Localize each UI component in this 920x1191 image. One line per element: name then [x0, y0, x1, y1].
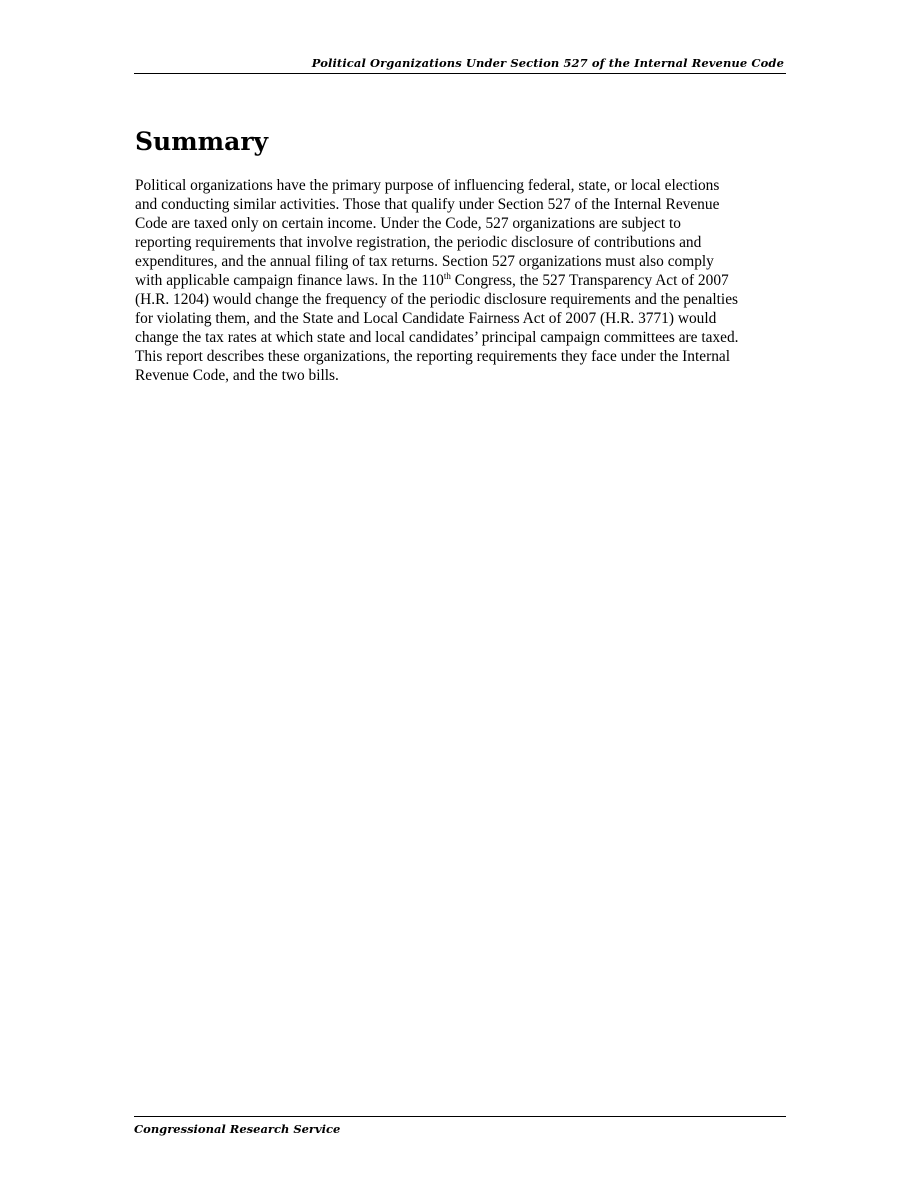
paragraph-line: Political organizations have the primary purpose of influencing federal, state, or local elections	[135, 177, 720, 194]
paragraph-line: reporting requirements that involve registration, the periodic disclosure of contributions and	[135, 234, 702, 251]
ordinal-superscript: th	[443, 271, 451, 281]
paragraph-line: This report describes these organizations, the reporting requirements they face under the Internal	[135, 348, 731, 365]
summary-paragraph	[135, 176, 791, 385]
paragraph-line: (H.R. 1204) would change the frequency of the periodic disclosure requirements and the penalties	[135, 291, 739, 308]
section-title: Summary	[135, 127, 269, 156]
paragraph-line: Revenue Code, and the two bills.	[135, 367, 339, 384]
paragraph-line: change the tax rates at which state and local candidates’ principal campaign committees are taxed.	[135, 329, 739, 346]
paragraph-line: and conducting similar activities. Those that qualify under Section 527 of the Internal Revenue	[135, 196, 720, 213]
paragraph-line: Code are taxed only on certain income. Under the Code, 527 organizations are subject to	[135, 215, 681, 232]
footer-publisher: Congressional Research Service	[134, 1122, 341, 1136]
running-header-title: Political Organizations Under Section 527 of the Internal Revenue Code	[311, 56, 784, 70]
running-header	[134, 55, 786, 74]
running-footer	[134, 1116, 786, 1137]
line-text-after: Congress, the 527 Transparency Act of 2007	[450, 272, 729, 289]
paragraph-line	[135, 271, 791, 290]
paragraph-line: for violating them, and the State and Local Candidate Fairness Act of 2007 (H.R. 3771) would	[135, 310, 717, 327]
line-text-before: with applicable campaign finance laws. In the 110	[135, 272, 444, 289]
paragraph-line: expenditures, and the annual filing of tax returns. Section 527 organizations must also comply	[135, 253, 714, 270]
